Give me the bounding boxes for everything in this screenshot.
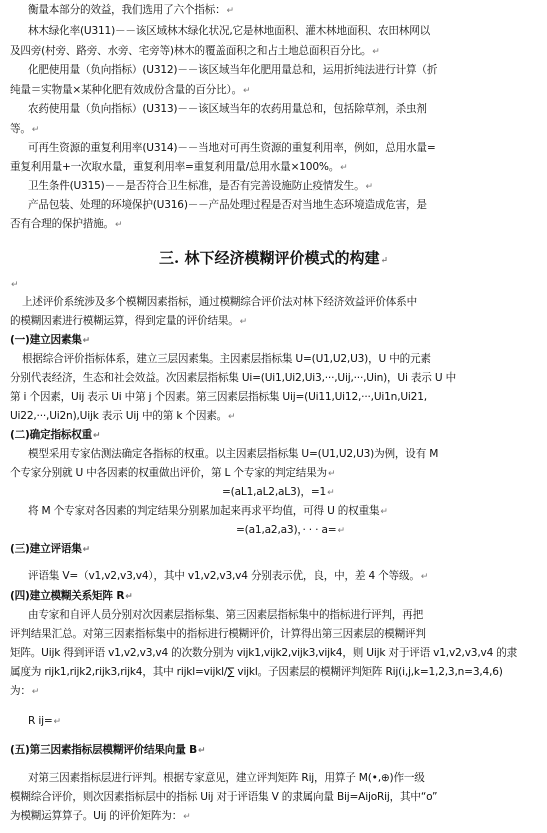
text-line: 的模糊因素进行模糊运算，得到定量的评价结果。↵ bbox=[10, 315, 248, 327]
text-line: 否有合理的保护措施。↵ bbox=[10, 218, 123, 230]
formula-line: =(a1,a2,a3)，· · · a=↵ bbox=[236, 524, 345, 536]
text-line: 将 M 个专家对各因素的判定结果分别累加起来再求平均值，可得 U 的权重集↵ bbox=[28, 505, 388, 517]
text-line: 等。↵ bbox=[10, 123, 40, 135]
text-line: 林木绿化率(U311)－－该区域林木绿化状况,它是林地面积、灌木林地面积、农田林网以 bbox=[28, 25, 430, 37]
subsection-heading: (二)确定指标权重↵ bbox=[10, 429, 101, 441]
text-line: 第 i 个因素，Uij 表示 Ui 中第 j 个因素。第三因素层指标集 Uij=(Ui11,Ui12,···,Ui1n,Ui21, bbox=[10, 391, 427, 403]
text-line: 化肥使用量（负向指标）(U312)－－该区域当年化肥用量总和，运用折纯法进行计算（折 bbox=[28, 64, 438, 76]
text-line: 为：↵ bbox=[10, 685, 40, 697]
text-line: 及四旁(村旁、路旁、水旁、宅旁等)林木的覆盖面积之和占土地总面积百分比。↵ bbox=[10, 45, 380, 57]
text-line: 对第三因素指标层进行评判。根据专家意见，建立评判矩阵 Rij，用算子 M(•,⊕)作一级 bbox=[28, 772, 425, 784]
subsection-heading: (五)第三因素指标层模糊评价结果向量 B↵ bbox=[10, 744, 206, 756]
text-line: 属度为 rijk1,rijk2,rijk3,rijk4，其中 rijkl=vijkl/∑ vijkl。子因素层的模糊评判矩阵 Rij(i,j,k=1,2,3,n=3,4,6) bbox=[10, 666, 503, 678]
subsection-heading: (一)建立因素集↵ bbox=[10, 334, 90, 346]
text-line: 模型采用专家估测法确定各指标的权重。以主因素层指标集 U=(U1,U2,U3)为例，设有 M bbox=[28, 448, 439, 460]
text-line: 纯量＝实物量×某种化肥有效成份含量的百分比）。↵ bbox=[10, 84, 251, 96]
text-line: 为模糊运算算子。Uij 的评价矩阵为：↵ bbox=[10, 810, 191, 822]
text-line: 上述评价系统涉及多个模糊因素指标，通过模糊综合评价法对林下经济效益评价体系中 bbox=[22, 296, 417, 308]
subsection-heading: (四)建立模糊关系矩阵 R↵ bbox=[10, 590, 133, 602]
formula-line: R ij=↵ bbox=[28, 715, 61, 727]
text-line: 评语集 V=（v1,v2,v3,v4），其中 v1,v2,v3,v4 分别表示优，良，中，差 4 个等级。↵ bbox=[28, 570, 429, 582]
text-line: 产品包装、处理的环境保护(U316)－－产品处理过程是否对当地生态环境造成危害，是 bbox=[28, 199, 427, 211]
section-heading: 三. 林下经济模糊评价模式的构建↵ bbox=[159, 249, 388, 267]
blank-line: ↵ bbox=[11, 280, 19, 290]
formula-line: =(aL1,aL2,aL3)，=1↵ bbox=[222, 486, 335, 498]
text-line: 农药使用量（负向指标）(U313)－－该区域当年的农药用量总和，包括除草剂，杀虫剂 bbox=[28, 103, 427, 115]
text-line: 重复利用量+一次取水量，重复利用率=重复利用量/总用水量×100%。↵ bbox=[10, 161, 348, 173]
text-line: 个专家分别就 U 中各因素的权重做出评价，第 L 个专家的判定结果为↵ bbox=[10, 467, 336, 479]
text-line: 可再生资源的重复利用率(U314)－－当地对可再生资源的重复利用率，例如，总用水量= bbox=[28, 142, 436, 154]
text-line: Ui22,···,Ui2n),Uijk 表示 Uij 中的第 k 个因素。↵ bbox=[10, 410, 236, 422]
subsection-heading: (三)建立评语集↵ bbox=[10, 543, 90, 555]
text-line: 模糊综合评价，则次因素指标层中的指标 Uij 对于评语集 V 的隶属向量 Bij=AijoRij，其中“o” bbox=[10, 791, 438, 803]
text-line: 衡量本部分的效益，我们选用了六个指标：↵ bbox=[28, 4, 234, 16]
text-line: 矩阵。Uijk 得到评语 v1,v2,v3,v4 的次数分别为 vijk1,vijk2,vijk3,vijk4，则 Uijk 对于评语 v1,v2,v3,v4 的隶 bbox=[10, 647, 518, 659]
text-line: 根据综合评价指标体系，建立三层因素集。主因素层指标集 U=(U1,U2,U3)，U 中的元素 bbox=[22, 353, 431, 365]
text-line: 由专家和自评人员分别对次因素层指标集、第三因素层指标集中的指标进行评判，再把 bbox=[28, 609, 423, 621]
text-line: 卫生条件(U315)－－是否符合卫生标准，是否有完善设施防止疫情发生。↵ bbox=[28, 180, 373, 192]
text-line: 分别代表经济，生态和社会效益。次因素层指标集 Ui=(Ui1,Ui2,Ui3,···,Uij,···,Uin)，Ui 表示 U 中 bbox=[10, 372, 456, 384]
text-line: 评判结果汇总。对第三因素指标集中的指标进行模糊评价，计算得出第三因素层的模糊评判 bbox=[10, 628, 426, 640]
